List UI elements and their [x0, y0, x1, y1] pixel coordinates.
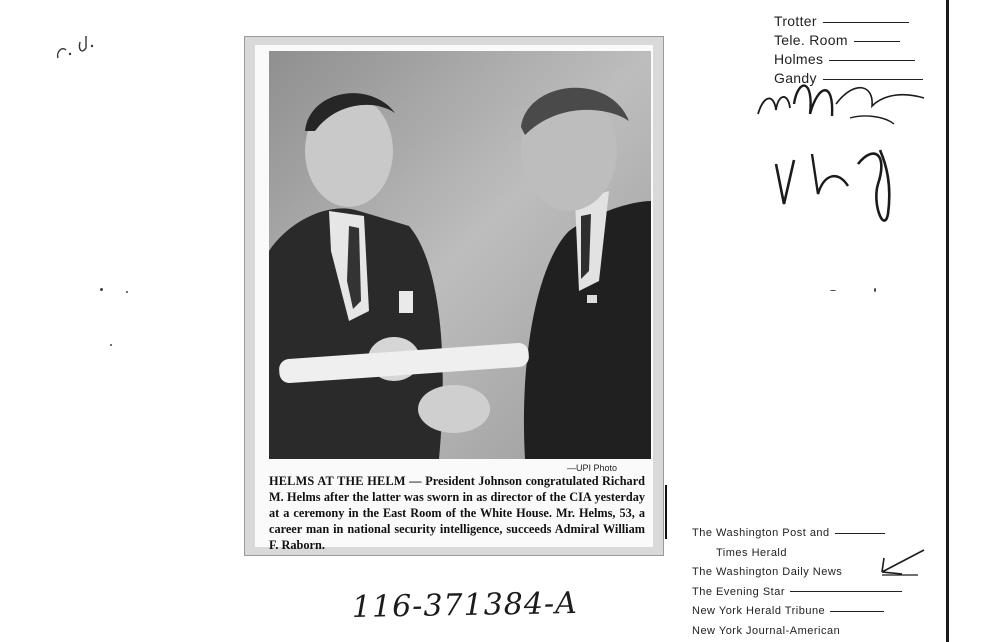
- speck: [126, 291, 128, 293]
- routing-item: Tele. Room: [774, 31, 934, 50]
- blank-line: [790, 591, 902, 592]
- newspaper-item: New York Journal-American: [692, 624, 841, 637]
- blank-line: [830, 611, 884, 612]
- routing-item: Trotter: [774, 12, 934, 31]
- photo-illustration: [269, 51, 651, 459]
- check-arrow-mark: [872, 546, 928, 578]
- newspaper-item: Times Herald: [716, 546, 787, 559]
- photo-credit: —UPI Photo: [567, 463, 618, 473]
- photo-caption: [269, 473, 645, 553]
- corner-handwritten-initials: [52, 28, 102, 68]
- newspaper-item: The Evening Star: [692, 583, 932, 603]
- speck: [830, 290, 836, 291]
- newspaper-list: [692, 524, 932, 641]
- speck: [110, 344, 112, 346]
- margin-rule: [946, 0, 949, 642]
- speck: [100, 288, 103, 291]
- clipping-paper: [255, 45, 653, 552]
- handwritten-initials-signature: [754, 74, 934, 254]
- newspaper-clipping: [244, 36, 664, 556]
- blank-line: [829, 60, 915, 61]
- blank-line: [854, 41, 900, 42]
- routing-item: Gandy: [774, 69, 934, 88]
- blank-line: [823, 22, 909, 23]
- routing-item: Holmes: [774, 50, 934, 69]
- press-photo: [269, 51, 651, 459]
- speck: [874, 288, 876, 292]
- caption-headline: HELMS AT THE HELM —: [269, 474, 422, 488]
- newspaper-item: The Washington Daily News: [692, 566, 843, 578]
- newspaper-item: The Washington Post and: [692, 524, 932, 544]
- handwritten-file-number: 116-371384-A: [351, 586, 579, 625]
- newspaper-item: New York Herald Tribune: [692, 602, 932, 622]
- caption-margin-bracket: [661, 485, 667, 539]
- blank-line: [835, 533, 885, 534]
- caption-body: President Johnson congratulated Richard M. Helms after the latter was sworn in as director of the CIA yesterday at a ceremony in the East Room of the White House. Mr. Helms, 53, a career man in national security intelligence, succeeds Admiral William F. Raborn.: [269, 474, 645, 552]
